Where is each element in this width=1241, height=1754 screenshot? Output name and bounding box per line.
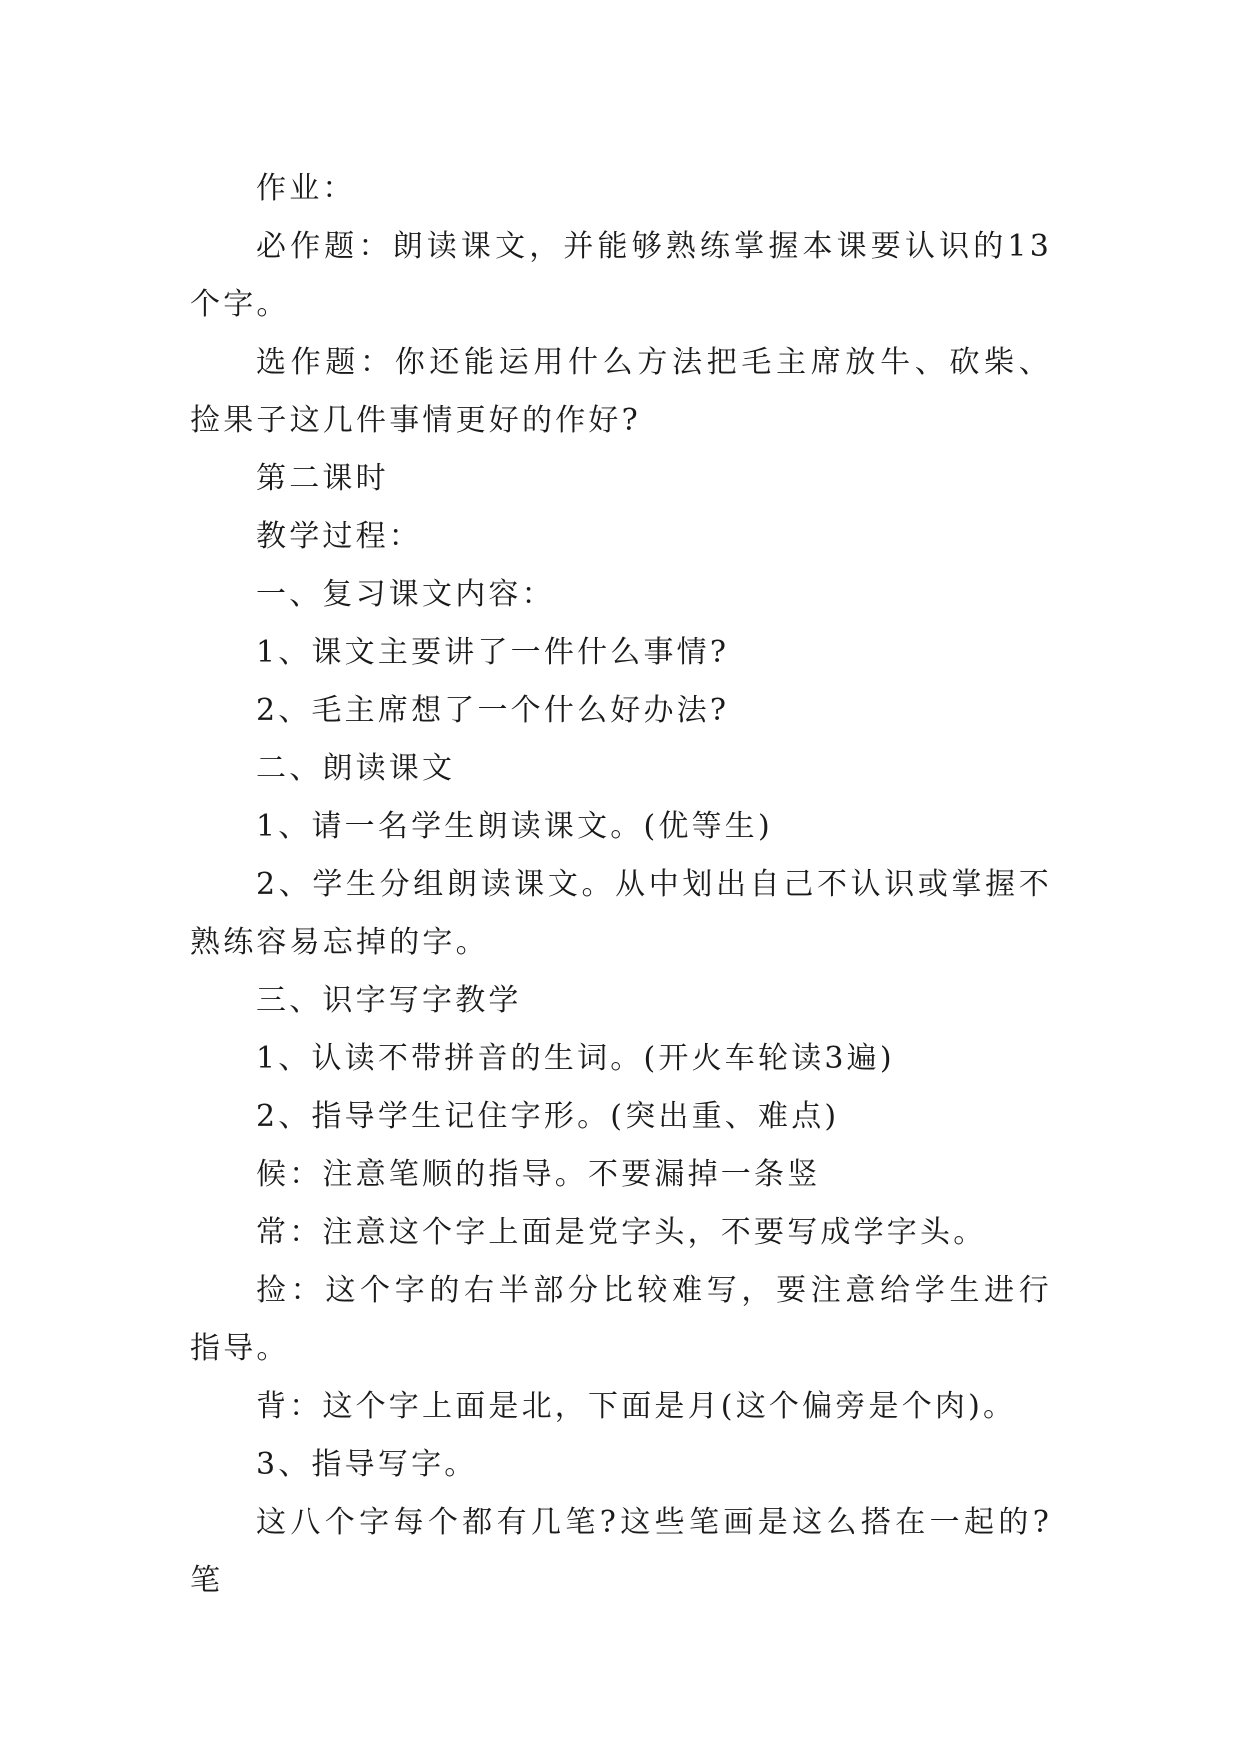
paragraph-char-chang: 常：注意这个字上面是党字头，不要写成学字头。 [256,1215,987,1250]
paragraph-writing-guide: 3、指导写字。 [256,1447,478,1482]
paragraph-homework-heading: 作业： [256,171,356,206]
paragraph-teaching-process: 教学过程： [256,519,422,554]
paragraph-strokes-question: 这八个字每个都有几笔?这些笔画是这么搭在一起的?笔 [190,1505,1052,1598]
paragraph-reading-1: 1、请一名学生朗读课文。(优等生) [256,809,773,844]
paragraph-optional-task: 选作题：你还能运用什么方法把毛主席放牛、砍柴、捡果子这几件事情更好的作好? [190,345,1052,438]
paragraph-literacy-1: 1、认读不带拼音的生词。(开火车轮读3遍) [256,1041,895,1076]
paragraph-required-task: 必作题：朗读课文，并能够熟练掌握本课要认识的13个字。 [190,229,1052,322]
paragraph-review-q2: 2、毛主席想了一个什么好办法? [256,693,730,728]
paragraph-section-review: 一、复习课文内容： [256,577,555,612]
paragraph-char-jian: 捡：这个字的右半部分比较难写，要注意给学生进行指导。 [190,1273,1052,1366]
paragraph-char-hou: 候：注意笔顺的指导。不要漏掉一条竖 [256,1157,821,1192]
paragraph-reading-2: 2、学生分组朗读课文。从中划出自己不认识或掌握不熟练容易忘掉的字。 [190,867,1052,960]
paragraph-section-reading: 二、朗读课文 [256,751,456,786]
paragraph-char-bei: 背：这个字上面是北，下面是月(这个偏旁是个肉)。 [256,1389,1017,1424]
document-body [190,160,1052,1610]
paragraph-literacy-2: 2、指导学生记住字形。(突出重、难点) [256,1099,840,1134]
paragraph-second-lesson: 第二课时 [256,461,389,496]
paragraph-section-literacy: 三、识字写字教学 [256,983,522,1018]
paragraph-review-q1: 1、课文主要讲了一件什么事情? [256,635,730,670]
